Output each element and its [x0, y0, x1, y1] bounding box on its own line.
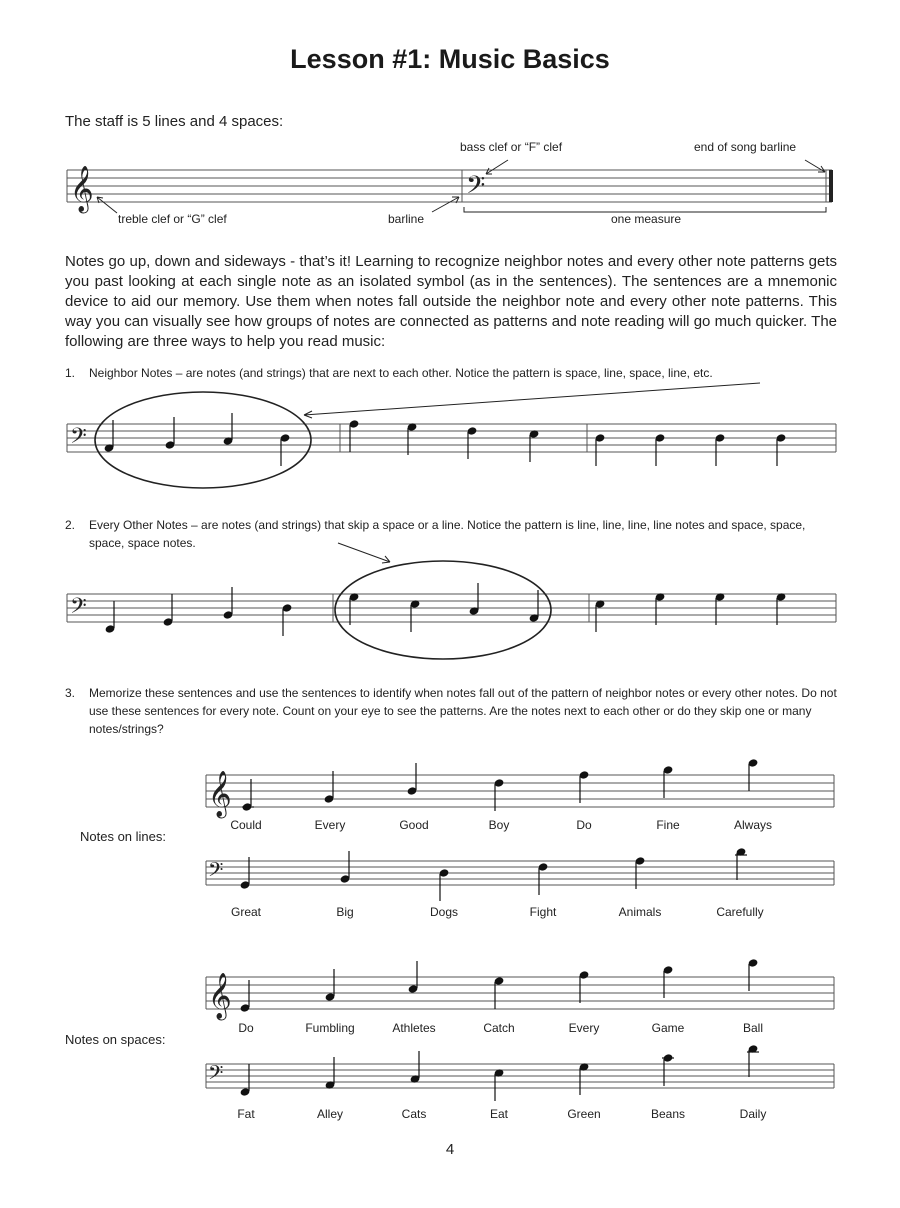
- treble-clef-label: treble clef or “G” clef: [118, 212, 227, 226]
- notes-on-lines-label: Notes on lines:: [80, 829, 166, 844]
- mnemonic-word: Ball: [742, 1021, 764, 1035]
- staff-intro-text: The staff is 5 lines and 4 spaces:: [65, 113, 284, 130]
- mnemonic-word: Big: [336, 905, 354, 919]
- mnemonic-word: Do: [238, 1021, 254, 1035]
- end-barline: [829, 170, 833, 202]
- end-barline-label: end of song barline: [694, 140, 797, 154]
- mnemonic-word: Cats: [401, 1107, 427, 1121]
- treble-clef-icon: 𝄞: [208, 771, 232, 817]
- mnemonic-word: Always: [733, 818, 773, 832]
- note-group: [105, 583, 787, 636]
- neighbor-notes-circle: [95, 392, 311, 488]
- barline-arrow: [432, 197, 459, 212]
- intro-paragraph: Notes go up, down and sideways - that’s it! Learning to recognize neighbor notes and every other note patterns gets you past looking at each single note as an isolated symbol (as in the sentences). The sentences are a mnemonic device to aid our memory. Use them when notes fall outside the neighbor note and every other note patterns. This way you can visually see how groups of notes are connected as patterns and note reading will go much quicker. The following are three ways to help you read music:: [65, 253, 837, 350]
- note-group: [104, 413, 787, 466]
- mnemonic-word: Catch: [483, 1021, 515, 1035]
- mnemonic-word: Daily: [739, 1107, 767, 1121]
- mnemonic-word: Fat: [237, 1107, 255, 1121]
- list-item: [65, 516, 837, 552]
- mnemonic-word: Do: [576, 818, 592, 832]
- mnemonic-word: Beans: [650, 1107, 686, 1121]
- mnemonic-word: Green: [567, 1107, 601, 1121]
- page-title: Lesson #1: Music Basics: [290, 44, 610, 74]
- bass-clef-arrow: [486, 160, 508, 174]
- bass-clef-label: bass clef or “F” clef: [460, 140, 563, 154]
- note-group: [240, 847, 747, 901]
- bass-clef-icon: 𝄢: [466, 171, 486, 206]
- item-text: Every Other Notes – are notes (and strings) that skip a space or a line. Notice the pattern is line, line, line, line notes and space, space, space, space notes.: [89, 518, 806, 550]
- item-number: 1.: [65, 366, 76, 380]
- lines-treble-staff: [206, 758, 834, 819]
- mnemonic-word: Game: [651, 1021, 685, 1035]
- lines-bass-staff: [206, 847, 834, 901]
- note-group: [242, 758, 759, 812]
- treble-clef-icon: 𝄞: [208, 973, 232, 1019]
- mnemonic-word: Athletes: [392, 1021, 436, 1035]
- mnemonic-word: Dogs: [429, 905, 459, 919]
- mnemonic-word: Fumbling: [305, 1021, 355, 1035]
- mnemonic-word: Fine: [656, 818, 680, 832]
- note-group: [240, 1044, 759, 1101]
- mnemonic-word: Good: [399, 818, 429, 832]
- item-text: Memorize these sentences and use the sentences to identify when notes fall out of the pattern of neighbor notes or every other notes. Do not use these sentences for every note. Count on your eye to see the patterns. Are the notes next to each other or do they skip one or many notes/strings?: [89, 686, 837, 736]
- bass-clef-icon: 𝄢: [208, 858, 224, 886]
- mnemonic-word: Every: [314, 818, 346, 832]
- mnemonic-word: Carefully: [716, 905, 764, 919]
- page-number: 4: [445, 1141, 455, 1158]
- item-number: 3.: [65, 686, 76, 700]
- item-number: 2.: [65, 518, 76, 532]
- mnemonic-word: Every: [568, 1021, 600, 1035]
- notes-on-spaces-label: Notes on spaces:: [65, 1032, 166, 1047]
- item-text: Neighbor Notes – are notes (and strings) that are next to each other. Notice the pattern is space, line, space, line, etc.: [89, 366, 713, 380]
- every-other-notes-circle: [335, 561, 551, 659]
- spaces-bass-staff: [206, 1044, 834, 1101]
- mnemonic-word: Fight: [529, 905, 557, 919]
- measure-label: one measure: [611, 212, 682, 226]
- list-item: [65, 684, 837, 738]
- mnemonic-word: Could: [230, 818, 262, 832]
- neighbor-notes-staff: [67, 383, 836, 488]
- mnemonic-word: Great: [230, 905, 262, 919]
- bass-clef-icon: 𝄢: [208, 1061, 224, 1089]
- mnemonic-word: Eat: [489, 1107, 509, 1121]
- list-item: [65, 364, 837, 382]
- every-other-notes-staff: [67, 543, 836, 659]
- barline-label: barline: [388, 212, 425, 226]
- treble-clef-icon: 𝄞: [70, 166, 94, 212]
- diagram-staff: [67, 160, 833, 214]
- mnemonic-word: Alley: [316, 1107, 344, 1121]
- mnemonic-word: Boy: [488, 818, 510, 832]
- bass-clef-icon: 𝄢: [70, 594, 87, 624]
- treble-clef-arrow: [97, 197, 117, 213]
- neighbor-notes-arrow: [304, 383, 760, 418]
- bass-clef-icon: 𝄢: [70, 424, 87, 454]
- spaces-treble-staff: [206, 958, 834, 1021]
- mnemonic-word: Animals: [618, 905, 662, 919]
